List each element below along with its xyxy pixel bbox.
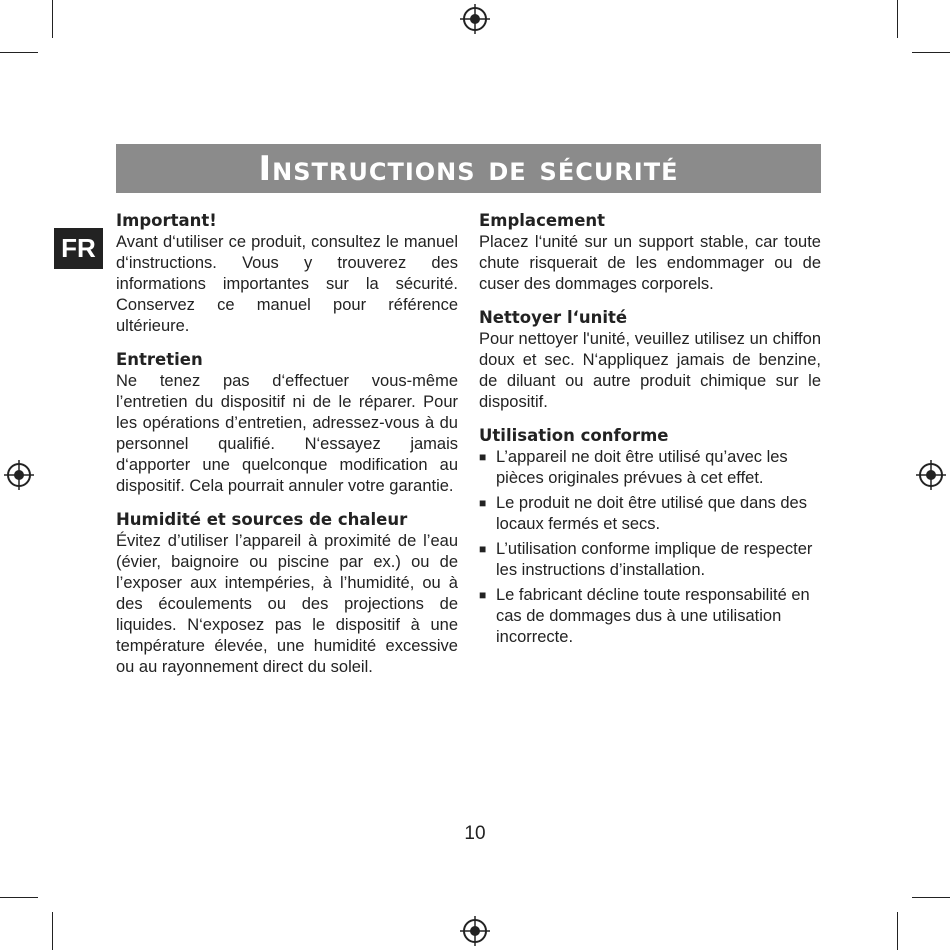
crop-mark [912,52,950,53]
list-item-text: L’utilisation conforme implique de respecter les instructions d’installation. [496,540,813,579]
section-text: Placez l‘unité sur un support stable, car toute chute risquerait de les endommager ou de cuser des dommages corporels. [479,233,821,293]
section-humidite [116,509,458,678]
section-important [116,210,458,337]
section-heading: Humidité et sources de chaleur [116,510,408,529]
crop-mark [0,897,38,898]
crop-mark [897,912,898,950]
crop-mark [897,0,898,38]
crop-mark [912,897,950,898]
section-heading: Important! [116,211,217,230]
section-utilisation [479,425,821,648]
registration-mark-icon [460,916,490,946]
section-emplacement [479,210,821,295]
crop-mark [52,912,53,950]
list-item [479,493,821,535]
section-heading: Emplacement [479,211,606,230]
square-bullet-icon: ■ [479,450,487,464]
section-text: Avant d‘utiliser ce produit, consultez le manuel d‘instructions. Vous y trouverez des informations importantes sur la sécurité. Conservez ce manuel pour référence ultérieure. [116,233,458,335]
section-nettoyer [479,307,821,413]
list-item-text: L’appareil ne doit être utilisé qu’avec les pièces originales prévues à cet effet. [496,448,788,487]
crop-mark [0,52,38,53]
square-bullet-icon: ■ [479,588,487,602]
list-item-text: Le produit ne doit être utilisé que dans des locaux fermés et secs. [496,494,807,533]
left-column [116,210,458,690]
registration-mark-icon [460,4,490,34]
section-heading: Entretien [116,350,203,369]
section-text: Pour nettoyer l'unité, veuillez utilisez un chiffon doux et sec. N‘appliquez jamais de benzine, de diluant ou autre produit chimique sur le dispositif. [479,330,821,411]
language-tab: FR [54,228,103,269]
section-heading: Utilisation conforme [479,426,669,445]
list-item [479,539,821,581]
registration-mark-icon [4,460,34,490]
section-text: Ne tenez pas d‘effectuer vous-même l’entretien du dispositif ni de le réparer. Pour les opérations d’entretien, adressez-vous à du personnel qualifié. N‘essayez jamais d‘apporter une quelconque modification au dispositif. Cela pourrait annuler votre garantie. [116,372,458,495]
list-item [479,585,821,648]
registration-mark-icon [916,460,946,490]
bullet-list [479,447,821,648]
title-banner [116,144,821,193]
section-entretien [116,349,458,497]
section-heading: Nettoyer l‘unité [479,308,628,327]
square-bullet-icon: ■ [479,496,487,510]
list-item [479,447,821,489]
section-text: Évitez d’utiliser l’appareil à proximité de l’eau (évier, baignoire ou piscine par ex.) ou de l’exposer aux intempéries, à l’humidité, ou à des écoulements ou des projections de liquides. N‘exposez pas le dispositif à une température élevée, une humidité excessive ou au rayonnement direct du soleil. [116,532,458,676]
crop-mark [52,0,53,38]
list-item-text: Le fabricant décline toute responsabilité en cas de dommages dus à une utilisation incorrecte. [496,586,810,646]
square-bullet-icon: ■ [479,542,487,556]
right-column [479,210,821,652]
page-title: Instructions de sécurité [258,148,679,189]
page-number: 10 [464,823,486,844]
